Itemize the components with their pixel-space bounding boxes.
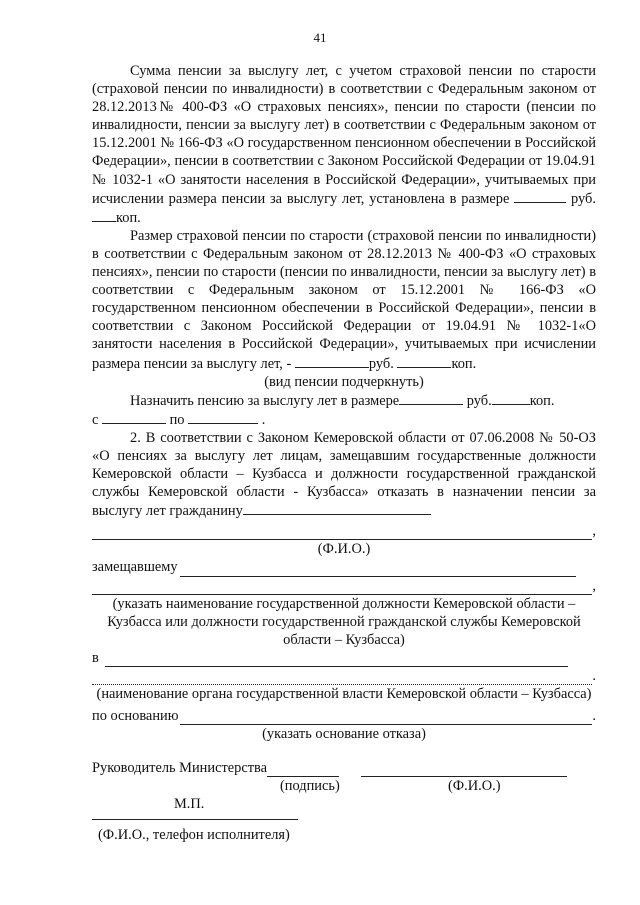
position-hint: (указать наименование государственной должности Кемеровской области – Кузбасса или должности государственной гражданской службы Кемеровской области – Кузбасса) (107, 595, 581, 648)
fio-hint: (Ф.И.О.) (317, 541, 371, 558)
signature-hints (92, 777, 596, 795)
executor-blank[interactable] (92, 813, 298, 820)
to-date-blank[interactable] (188, 410, 258, 424)
stamp-label: М.П. (174, 796, 205, 813)
head-fio-hint: (Ф.И.О.) (448, 778, 501, 795)
org-blank-2[interactable] (92, 670, 592, 685)
size-rub-label: руб. (368, 355, 394, 372)
position-comma: , (592, 577, 596, 594)
assign-text: Назначить пенсию за выслугу лет в размере (130, 392, 400, 409)
refusal-paragraph (92, 429, 596, 520)
period-line (92, 410, 596, 429)
assign-paragraph (92, 391, 596, 410)
position-line (92, 577, 596, 595)
org-line (92, 649, 596, 667)
sum-rub-blank[interactable] (514, 189, 566, 203)
to-label: по (169, 411, 185, 428)
signature-hint: (подпись) (280, 778, 340, 795)
org-blank[interactable] (105, 652, 568, 667)
size-rub-blank[interactable] (295, 354, 369, 368)
citizen-fio-comma: , (592, 523, 596, 540)
head-label: Руководитель Министерства (92, 760, 267, 777)
basis-blank[interactable] (180, 710, 592, 725)
basis-end: . (592, 708, 596, 724)
org-hint: (наименование органа государственной власти Кемеровской области – Кузбасса) (96, 686, 592, 702)
period-end: . (261, 411, 266, 428)
head-signature-line (92, 755, 596, 777)
insurance-pension-paragraph (92, 227, 596, 373)
pension-type-hint: (вид пенсии подчеркнуть) (264, 373, 424, 390)
document-body (92, 62, 596, 844)
head-fio-blank[interactable] (361, 763, 567, 777)
assign-rub-label: руб. (466, 392, 492, 409)
size-kop-label: коп. (451, 355, 477, 372)
assign-kop-blank[interactable] (492, 391, 530, 405)
sum-kop-blank[interactable] (92, 208, 116, 222)
org-line-2 (92, 667, 596, 685)
sum-rub-label: руб. (571, 190, 596, 207)
org-end: . (592, 667, 596, 684)
size-kop-blank[interactable] (397, 354, 451, 368)
basis-line (92, 703, 596, 725)
insurance-pension-text: Размер страховой пенсии по старости (страховой пенсии по инвалидности) в соответствии с Федеральным законом от 28.12.2013 № 400-ФЗ «О страховых пенсиях», пенсии по старости (пенсии по инвалидности, пенсии за выслугу лет) в соответствии с Федеральным законом от 15.12.2001 № 166-ФЗ «О государственном пенсионном обеспечении в Российской Федерации», пенсии в соответствии с Законом Российской Федерации от 19.04.91 № 1032-1«О занятости населения в Российской Федерации», учитываемых при исчислении размера пенсии за выслугу лет, - (92, 227, 596, 372)
pension-sum-text: Сумма пенсии за выслугу лет, с учетом страховой пенсии по старости (страховой пенсии по инвалидности) в соответствии с Федеральным законом от 28.12.2013№ 400-ФЗ «О страховых пенсиях», пенсии по старости (пенсии по инвалидности, пенсии за выслугу лет) в соответствии с Федеральным законом от 15.12.2001 № 166-ФЗ «О государственном пенсионном обеспечении в Российской Федерации», пенсии в соответствии с Законом Российской Федерации от 19.04.91 № 1032-1 «О занятости населения в Российской Федерации», учитываемых при исчислении размера пенсии за выслугу лет, установлена в размере (92, 63, 596, 207)
assign-kop-label: коп. (529, 392, 555, 409)
replaced-blank[interactable] (180, 562, 576, 577)
replaced-line (92, 559, 596, 577)
refusal-text: 2. В соответствии с Законом Кемеровской области от 07.06.2008 № 50-ОЗ «О пенсиях за выслугу лет лицам, замещавшим государственные должности Кемеровской области – Кузбасса и должности государственной гражданской службы Кемеровской области - Кузбасса» отказать в назначении пенсии за выслугу лет гражданину (92, 429, 596, 520)
basis-label: по основанию (92, 708, 179, 724)
in-label: в (92, 649, 99, 666)
position-blank[interactable] (92, 580, 592, 595)
sum-kop-label: коп. (116, 209, 141, 226)
replaced-label: замещавшему (92, 559, 178, 576)
basis-hint: (указать основание отказа) (262, 726, 426, 743)
citizen-fio-blank[interactable] (92, 525, 592, 540)
executor-hint: (Ф.И.О., телефон исполнителя) (98, 827, 290, 844)
page-number: 41 (313, 30, 327, 45)
pension-sum-paragraph (92, 62, 596, 227)
from-date-blank[interactable] (102, 410, 166, 424)
from-label: с (92, 411, 99, 428)
citizen-fio-line (92, 522, 596, 540)
head-signature-blank[interactable] (267, 763, 339, 777)
assign-rub-blank[interactable] (399, 391, 463, 405)
citizen-blank[interactable] (243, 501, 431, 515)
